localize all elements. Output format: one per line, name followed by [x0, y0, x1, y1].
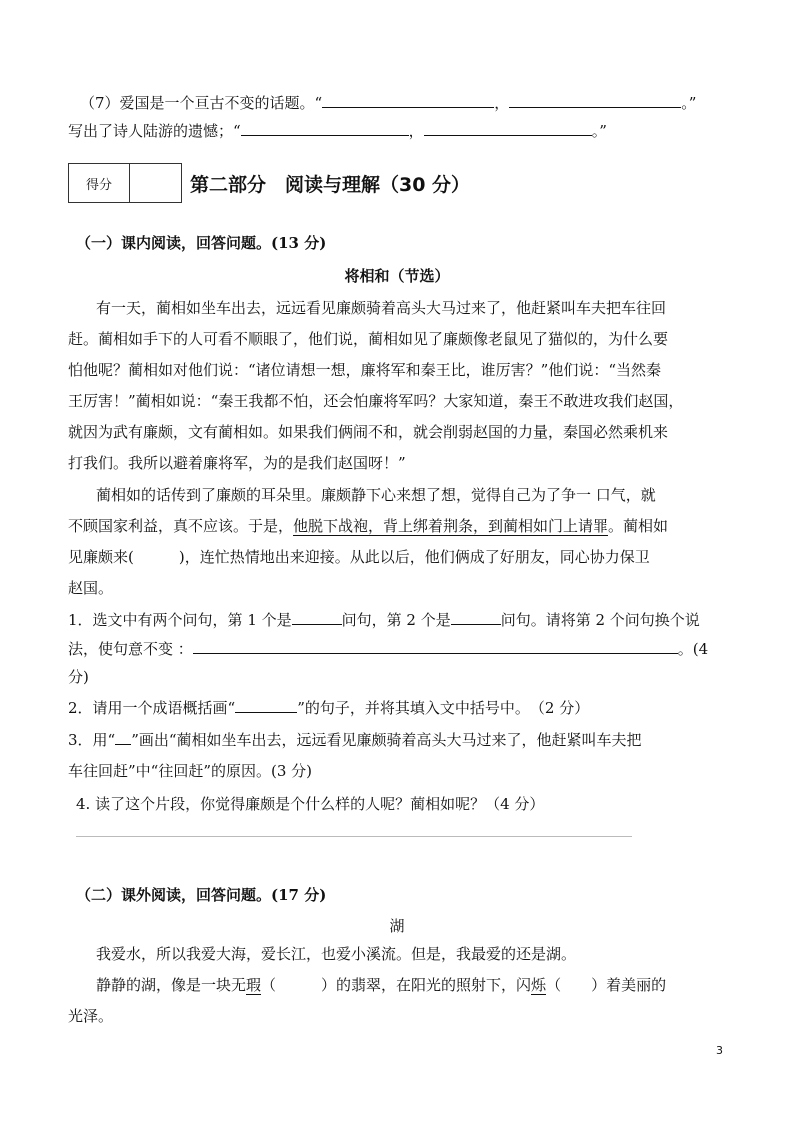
text-span: 法，使句意不变 ：: [68, 640, 193, 658]
paragraph-line: 见廉颇来( )，连忙热情地出来迎接。从此以后，他们俩成了好朋友，同心协力保卫: [68, 548, 650, 566]
answer-blank[interactable]: [241, 120, 409, 136]
text-span: 问句。请将第 2 个问句换个说: [500, 611, 700, 629]
underlined-character: 烁: [531, 976, 547, 994]
underlined-character: 瑕: [246, 976, 262, 994]
answer-blank[interactable]: [424, 120, 592, 136]
section2-heading: （二）课外阅读，回答问题。(17 分): [76, 886, 327, 904]
paragraph-line: 有一天，蔺相如坐车出去，远远看见廉颇骑着高头大马过来了，他赶紧叫车夫把车往回: [96, 299, 667, 317]
answer-line[interactable]: [76, 836, 632, 837]
answer-blank[interactable]: [509, 92, 681, 108]
q7-text: （7）爱国是一个亘古不变的话题。“: [80, 94, 323, 112]
q7-line-1: [80, 92, 696, 114]
answer-blank[interactable]: [292, 609, 342, 625]
text-span: （ ）的翡翠，在阳光的照射下，闪: [261, 976, 532, 994]
paragraph-line: 王厉害！”蔺相如说：“秦王我都不怕，还会怕廉将军吗？大家知道，秦王不敢进攻我们赵国，: [68, 392, 684, 410]
text-span: ”的句子，并将其填入文中括号中。 （2 分）: [297, 699, 590, 717]
punctuation: ，: [408, 122, 424, 140]
answer-blank[interactable]: [193, 638, 678, 654]
text-span: ”画出“蔺相如坐车出去，远远看见廉颇骑着高头大马过来了，他赶紧叫车夫把: [131, 731, 642, 749]
paragraph-line: 光泽。: [68, 1007, 114, 1025]
part-title: 第二部分 阅读与理解（30 分）: [190, 174, 471, 196]
paragraph-line: 我爱水，所以我爱大海，爱长江，也爱小溪流。但是，我最爱的还是湖。: [96, 945, 577, 963]
answer-blank[interactable]: [451, 609, 501, 625]
score-box: [68, 163, 182, 203]
question-2: [68, 697, 589, 719]
underlined-sentence: 他脱下战袍，背上绑着荆条，到蔺相如门上请罪: [293, 517, 609, 535]
q7-line-2: [68, 120, 607, 142]
punctuation: 。”: [681, 94, 697, 112]
paragraph-line: 怕他呢？蔺相如对他们说：“诸位请想一想，廉将军和秦王比，谁厉害？”他们说：“当然秦: [68, 361, 662, 379]
text-span: 不顾国家利益，真不应该。于是，: [68, 517, 294, 535]
paragraph-line: 赵国。: [68, 579, 114, 597]
punctuation: 。”: [591, 122, 607, 140]
question-1-line-1: [68, 609, 700, 631]
question-1-line-2: [68, 638, 708, 660]
section1-heading: （一）课内阅读，回答问题。(13 分): [76, 234, 327, 252]
paragraph-line: 打我们。我所以避着廉将军，为的是我们赵国呀！”: [68, 454, 406, 472]
passage-title: 湖: [389, 917, 405, 935]
text-span: 2．请用一个成语概括画“: [68, 699, 236, 717]
text-span: 。(4: [677, 640, 709, 658]
paragraph-line: 赶。蔺相如手下的人可看不顺眼了，他们说，蔺相如见了廉颇像老鼠见了猫似的，为什么要: [68, 330, 669, 348]
text-span: 静静的湖，像是一块无: [96, 976, 247, 994]
paragraph-line: 蔺相如的话传到了廉颇的耳朵里。廉颇静下心来想了想，觉得自己为了争一 口气，就: [96, 486, 656, 504]
paragraph-line: 就因为武有廉颇，文有蔺相如。如果我们俩闹不和，就会削弱赵国的力量，秦国必然乘机来: [68, 423, 669, 441]
text-span: 。蔺相如: [608, 517, 669, 535]
text-span: 问句，第 2 个是: [341, 611, 451, 629]
text-span: 1．选文中有两个问句，第 1 个是: [68, 611, 292, 629]
score-label: 得分: [69, 164, 130, 202]
question-3-line-1: [68, 729, 642, 751]
text-span: 3．用“: [68, 731, 116, 749]
answer-blank[interactable]: [322, 92, 494, 108]
underline-sample: [115, 729, 131, 745]
question-1-line-3: 分): [68, 668, 89, 686]
q7-text: 写出了诗人陆游的遗憾；“: [68, 122, 241, 140]
question-4: 4. 读了这个片段，你觉得廉颇是个什么样的人呢？蔺相如呢？（4 分）: [76, 795, 545, 813]
question-3-line-2: 车往回赶”中“往回赶”的原因。(3 分): [68, 762, 313, 780]
passage-title: 将相和（节选）: [344, 267, 450, 285]
text-span: （ ）着美丽的: [546, 976, 667, 994]
paragraph-line: [68, 515, 668, 537]
page-number: 3: [716, 1044, 723, 1057]
paragraph-line: [96, 974, 666, 996]
underline-sample: [235, 697, 297, 713]
punctuation: ，: [494, 94, 510, 112]
